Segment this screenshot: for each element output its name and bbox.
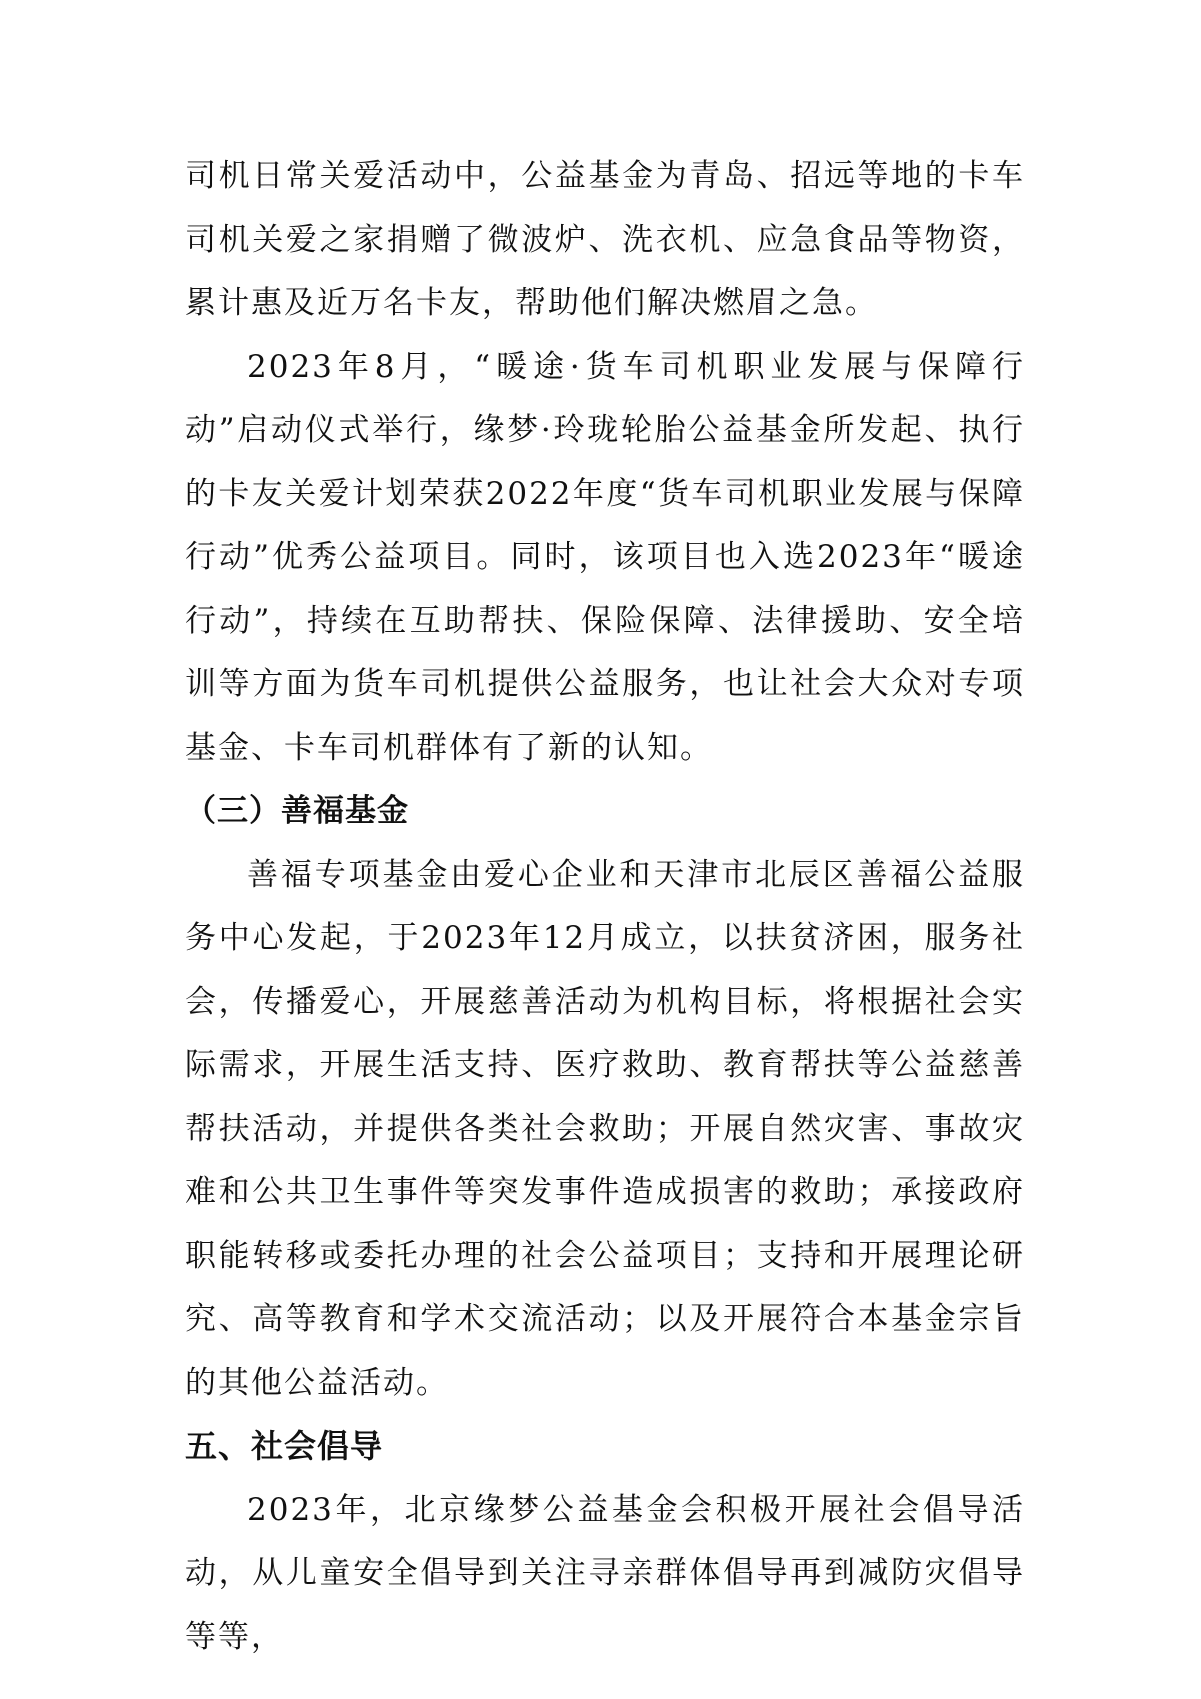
- section-heading-shanfu-fund: （三）善福基金: [185, 793, 409, 829]
- document-page: [185, 145, 1025, 1669]
- paragraph-social-advocacy: 2023年，北京缘梦公益基金会积极开展社会倡导活动，从儿童安全倡导到关注寻亲群体倡导再到减防灾倡导等等，: [185, 1491, 1025, 1655]
- paragraph-truck-driver-care: 司机日常关爱活动中，公益基金为青岛、招远等地的卡车司机关爱之家捐赠了微波炉、洗衣机、应急食品等物资，累计惠及近万名卡友，帮助他们解决燃眉之急。: [185, 158, 1025, 321]
- paragraph-warm-journey-action: 2023年8月，“暖途·货车司机职业发展与保障行动”启动仪式举行，缘梦·玲珑轮胎公益基金所发起、执行的卡友关爱计划荣获2022年度“货车司机职业发展与保障行动”优秀公益项目。同时，该项目也入选2023年“暖途行动”，持续在互助帮扶、保险保障、法律援助、安全培训等方面为货车司机提供公益服务，也让社会大众对专项基金、卡车司机群体有了新的认知。: [185, 348, 1025, 766]
- paragraph-shanfu-fund: 善福专项基金由爱心企业和天津市北辰区善福公益服务中心发起，于2023年12月成立，以扶贫济困，服务社会，传播爱心，开展慈善活动为机构目标，将根据社会实际需求，开展生活支持、医疗救助、教育帮扶等公益慈善帮扶活动，并提供各类社会救助；开展自然灾害、事故灾难和公共卫生事件等突发事件造成损害的救助；承接政府职能转移或委托办理的社会公益项目；支持和开展理论研究、高等教育和学术交流活动；以及开展符合本基金宗旨的其他公益活动。: [185, 856, 1025, 1401]
- section-heading-social-advocacy: 五、社会倡导: [185, 1427, 384, 1465]
